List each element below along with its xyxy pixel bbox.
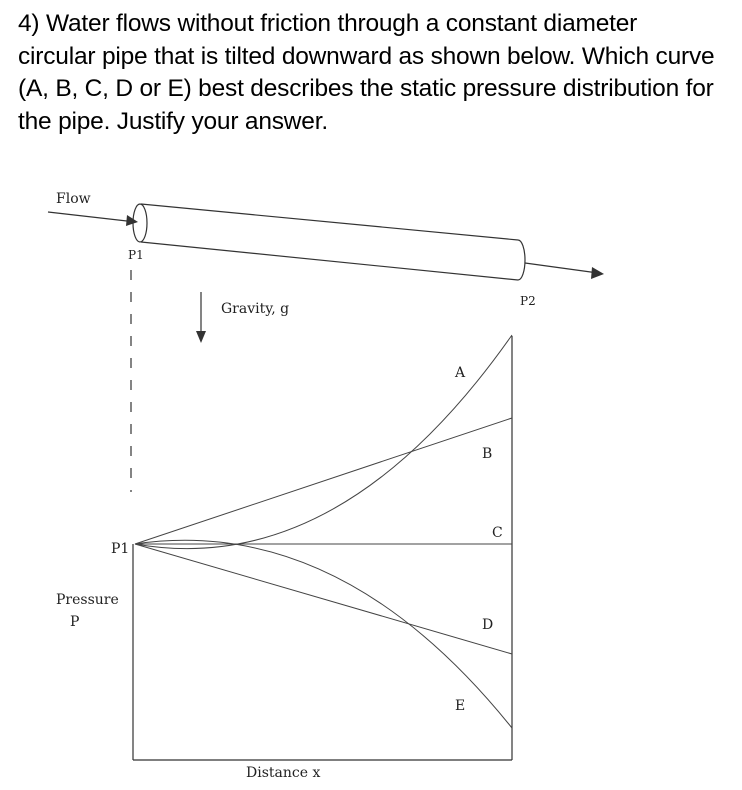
curve-label-c: C [492, 525, 503, 541]
flow-in-line [48, 212, 136, 222]
x-axis-label: Distance x [246, 765, 321, 781]
curve-label-d: D [482, 617, 494, 633]
y-axis-label-p: P [70, 614, 80, 630]
outlet-pressure-label: P2 [520, 294, 536, 308]
flow-in-arrowhead [126, 215, 138, 226]
flow-label: Flow [56, 191, 91, 207]
origin-pressure-label: P1 [111, 541, 130, 557]
flow-out-arrowhead [591, 267, 604, 279]
curve-label-b: B [482, 446, 493, 462]
curve-label-e: E [455, 698, 466, 714]
flow-out-line [525, 263, 598, 273]
curve-label-a: A [455, 365, 466, 381]
pipe-top-edge [141, 204, 518, 240]
gravity-label: Gravity, g [221, 301, 290, 317]
pipe-inlet-end [133, 204, 147, 242]
question-text: 4) Water flows without friction through a constant diameter circular pipe that is tilted downward as shown below. Which curve (A, B, C, D or E) best describes the static pressure distribution for the pipe. Justify your answer. [18, 10, 715, 135]
curve-d [135, 544, 512, 654]
y-axis-label-pressure: Pressure [56, 592, 119, 608]
pipe-outlet-end [518, 240, 525, 280]
curve-b [135, 418, 512, 544]
tilted-pipe [133, 204, 525, 280]
pipe-bottom-edge [141, 242, 518, 280]
inlet-pressure-label: P1 [128, 248, 144, 262]
gravity-arrow-head [196, 331, 206, 343]
